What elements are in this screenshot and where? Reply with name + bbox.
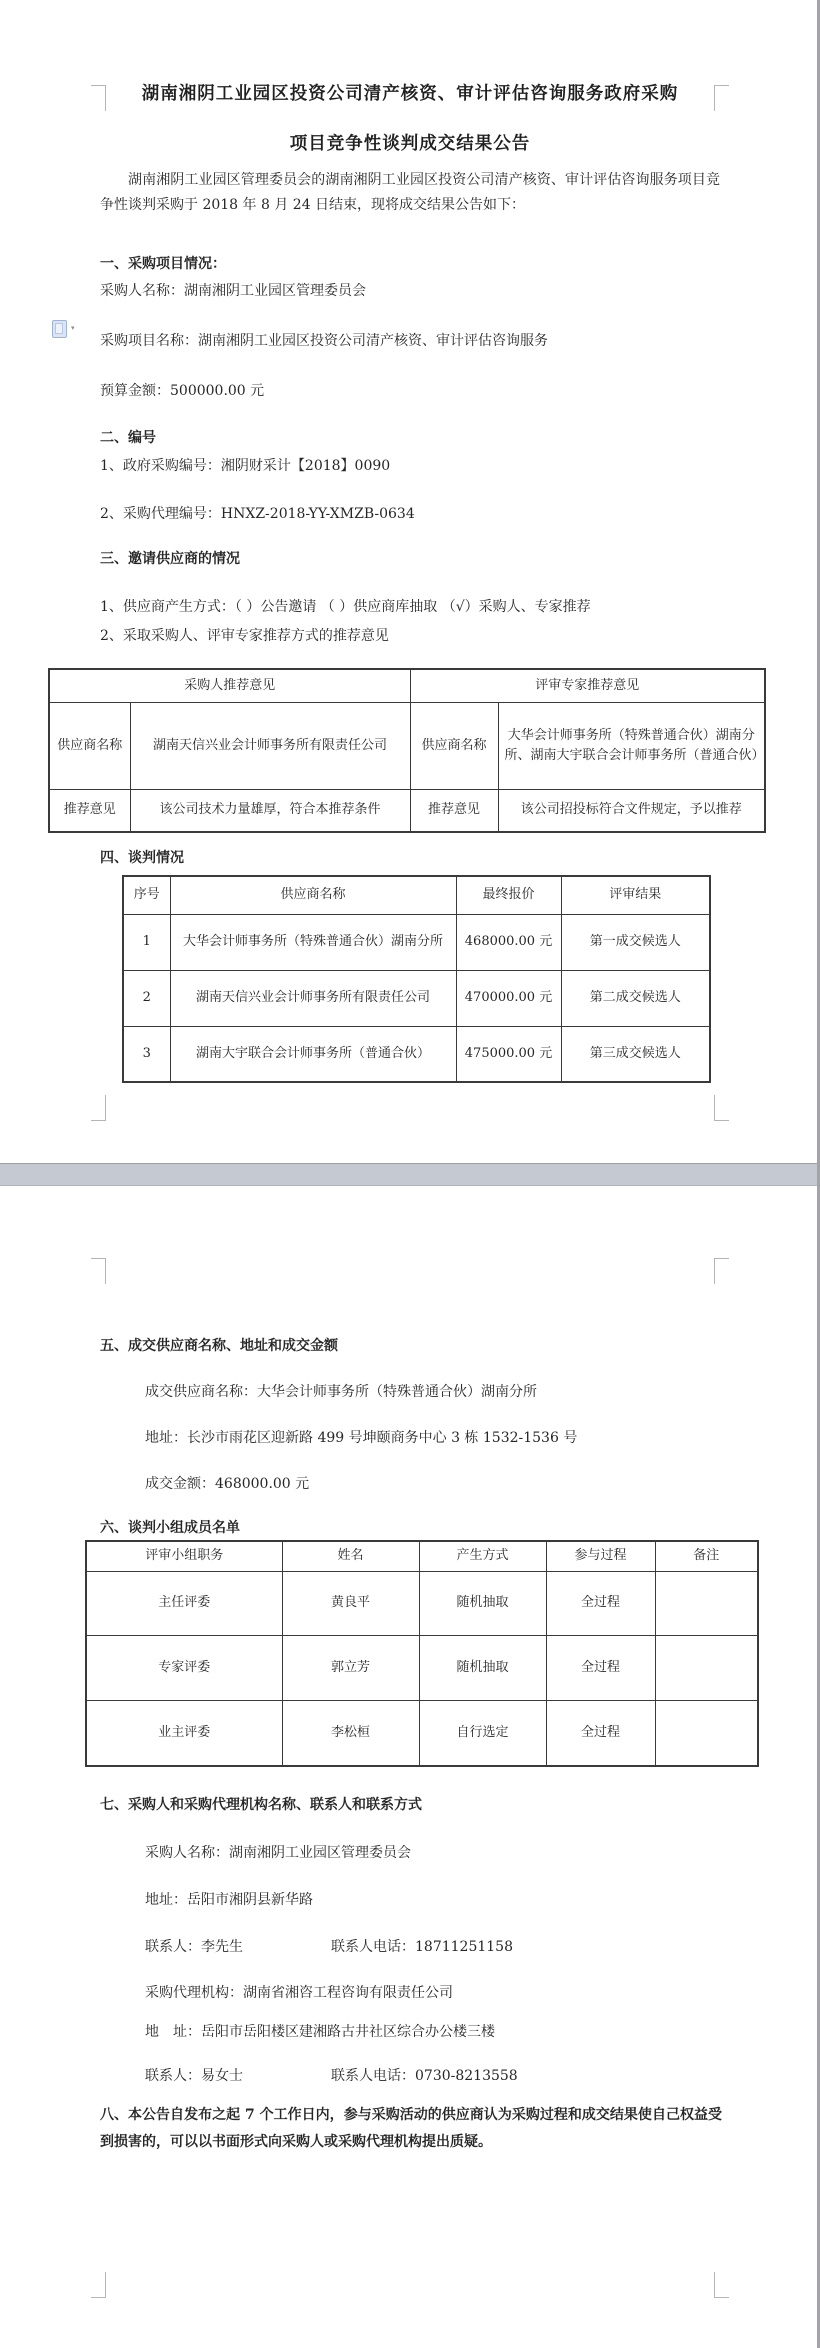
cell-name: 郭立芳 (282, 1635, 419, 1700)
chevron-down-icon: ▾ (71, 324, 75, 332)
crop-mark-p2-bottom-right (714, 2272, 729, 2298)
cell-role: 主任评委 (86, 1571, 282, 1635)
recommendation-header-buyer: 采购人推荐意见 (49, 669, 410, 702)
cell-process: 全过程 (546, 1635, 655, 1700)
section7-agent-name: 采购代理机构：湖南省湘咨工程咨询有限责任公司 (145, 1985, 453, 2001)
paste-options-button[interactable] (52, 320, 82, 340)
cell-result: 第三成交候选人 (561, 1026, 710, 1082)
table-row (49, 669, 765, 702)
cell-note (655, 1635, 758, 1700)
table-header-row (123, 876, 710, 914)
section3-heading: 三、邀请供应商的情况 (100, 551, 240, 567)
section2-item2: 2、采购代理编号：HNXZ-2018-YY-XMZB-0634 (100, 506, 415, 522)
cell-no: 1 (123, 914, 170, 970)
cell-label: 供应商名称 (49, 702, 130, 789)
cell-method: 随机抽取 (419, 1571, 546, 1635)
cell-no: 2 (123, 970, 170, 1026)
cell-name: 黄良平 (282, 1571, 419, 1635)
cell-supplier: 湖南天信兴业会计师事务所有限责任公司 (170, 970, 456, 1026)
table-row (86, 1700, 758, 1766)
section7-buyer-address: 地址：岳阳市湘阴县新华路 (145, 1892, 313, 1908)
cell-price: 468000.00 元 (456, 914, 561, 970)
table-row (86, 1571, 758, 1635)
table-row (86, 1635, 758, 1700)
section5-amount: 成交金额：468000.00 元 (145, 1476, 310, 1492)
section7-heading: 七、采购人和采购代理机构名称、联系人和联系方式 (100, 1797, 422, 1813)
cell-supplier: 大华会计师事务所（特殊普通合伙）湖南分所 (170, 914, 456, 970)
cell-method: 随机抽取 (419, 1635, 546, 1700)
column-header: 姓名 (282, 1541, 419, 1571)
section7-buyer-name: 采购人名称：湖南湘阴工业园区管理委员会 (145, 1845, 411, 1861)
contact-phone: 联系人电话：0730-8213558 (331, 2068, 518, 2084)
section1-heading: 一、采购项目情况： (100, 256, 226, 272)
cell-value: 大华会计师事务所（特殊普通合伙）湖南分所、湖南大宇联合会计师事务所（普通合伙） (498, 702, 765, 789)
cell-note (655, 1700, 758, 1766)
section5-winner: 成交供应商名称：大华会计师事务所（特殊普通合伙）湖南分所 (145, 1384, 537, 1400)
column-header: 供应商名称 (170, 876, 456, 914)
contact-phone: 联系人电话：18711251158 (331, 1939, 513, 1955)
section7-buyer-contact (145, 1937, 513, 1957)
page-divider (0, 1163, 820, 1186)
section5-address: 地址：长沙市雨花区迎新路 499 号坤颐商务中心 3 栋 1532-1536 号 (145, 1430, 578, 1446)
cell-label: 推荐意见 (49, 789, 130, 832)
table-row (123, 914, 710, 970)
section6-heading: 六、谈判小组成员名单 (100, 1520, 240, 1536)
cell-value: 该公司招投标符合文件规定，予以推荐 (498, 789, 765, 832)
crop-mark-p2-top-right (714, 1258, 729, 1284)
column-header: 产生方式 (419, 1541, 546, 1571)
section7-agent-address: 地 址：岳阳市岳阳楼区建湘路古井社区综合办公楼三楼 (145, 2024, 495, 2040)
section1-budget: 预算金额：500000.00 元 (100, 383, 265, 399)
section2-heading: 二、编号 (100, 430, 156, 446)
cell-result: 第一成交候选人 (561, 914, 710, 970)
section2-item1: 1、政府采购编号：湘阴财采计【2018】0090 (100, 458, 391, 474)
doc-title-line2: 项目竞争性谈判成交结果公告 (289, 134, 531, 154)
crop-mark-p2-top-left (91, 1258, 106, 1284)
cell-no: 3 (123, 1026, 170, 1082)
paste-sheet-icon (55, 323, 63, 334)
cell-result: 第二成交候选人 (561, 970, 710, 1026)
doc-title-line1: 湖南湘阴工业园区投资公司清产核资、审计评估咨询服务政府采购 (141, 84, 679, 104)
section3-item1: 1、供应商产生方式：（ ）公告邀请 （ ）供应商库抽取 （√）采购人、专家推荐 (100, 599, 591, 615)
section8-paragraph: 八、本公告自发布之起 7 个工作日内，参与采购活动的供应商认为采购过程和成交结果使自己权益受到损害的，可以以书面形式向采购人或采购代理机构提出质疑。 (100, 2107, 722, 2150)
negotiation-table (122, 875, 711, 1083)
table-row (49, 702, 765, 789)
recommendation-header-expert: 评审专家推荐意见 (410, 669, 765, 702)
cell-role: 专家评委 (86, 1635, 282, 1700)
column-header: 参与过程 (546, 1541, 655, 1571)
table-row (123, 970, 710, 1026)
cell-label: 推荐意见 (410, 789, 498, 832)
cell-supplier: 湖南大宇联合会计师事务所（普通合伙） (170, 1026, 456, 1082)
cell-name: 李松桓 (282, 1700, 419, 1766)
cell-role: 业主评委 (86, 1700, 282, 1766)
table-row (123, 1026, 710, 1082)
cell-value: 湖南天信兴业会计师事务所有限责任公司 (130, 702, 410, 789)
cell-value: 该公司技术力量雄厚，符合本推荐条件 (130, 789, 410, 832)
column-header: 备注 (655, 1541, 758, 1571)
crop-mark-p2-bottom-left (91, 2272, 106, 2298)
table-row (49, 789, 765, 832)
section7-agent-contact (145, 2066, 518, 2086)
section1-project: 采购项目名称：湖南湘阴工业园区投资公司清产核资、审计评估咨询服务 (100, 333, 548, 349)
recommendation-table (48, 668, 766, 833)
cell-process: 全过程 (546, 1700, 655, 1766)
column-header: 序号 (123, 876, 170, 914)
column-header: 评审结果 (561, 876, 710, 914)
column-header: 最终报价 (456, 876, 561, 914)
crop-mark-p1-bottom-left (91, 1095, 106, 1121)
intro-paragraph: 湖南湘阴工业园区管理委员会的湖南湘阴工业园区投资公司清产核资、审计评估咨询服务项目竞争性谈判采购于 2018 年 8 月 24 日结束，现将成交结果公告如下： (100, 172, 720, 213)
cell-price: 475000.00 元 (456, 1026, 561, 1082)
column-header: 评审小组职务 (86, 1541, 282, 1571)
section1-buyer: 采购人名称：湖南湘阴工业园区管理委员会 (100, 283, 366, 299)
cell-note (655, 1571, 758, 1635)
section3-item2: 2、采取采购人、评审专家推荐方式的推荐意见 (100, 628, 389, 644)
crop-mark-p1-bottom-right (714, 1095, 729, 1121)
cell-method: 自行选定 (419, 1700, 546, 1766)
cell-label: 供应商名称 (410, 702, 498, 789)
table-header-row (86, 1541, 758, 1571)
section5-heading: 五、成交供应商名称、地址和成交金额 (100, 1338, 338, 1354)
section4-heading: 四、谈判情况 (100, 850, 184, 866)
cell-price: 470000.00 元 (456, 970, 561, 1026)
contact-name: 联系人：易女士 (145, 2068, 243, 2084)
panel-table (85, 1540, 759, 1767)
cell-process: 全过程 (546, 1571, 655, 1635)
contact-name: 联系人：李先生 (145, 1939, 243, 1955)
